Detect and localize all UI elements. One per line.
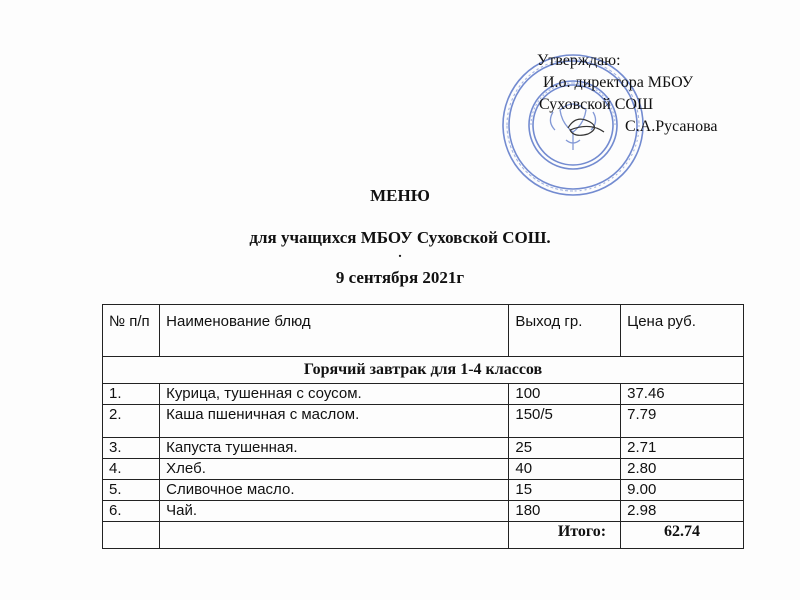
row-number: 6. (103, 501, 160, 522)
row-number: 4. (103, 459, 160, 480)
row-dish-name: Капуста тушенная. (160, 438, 509, 459)
row-price: 9.00 (621, 480, 744, 501)
total-empty-cell (103, 522, 160, 549)
row-yield: 150/5 (509, 405, 621, 438)
row-price: 7.79 (621, 405, 744, 438)
section-row (103, 357, 744, 384)
total-row (103, 522, 744, 549)
menu-title: МЕНЮ (370, 186, 430, 205)
section-title: Горячий завтрак для 1-4 классов (103, 357, 744, 384)
row-dish-name: Каша пшеничная с маслом. (160, 405, 509, 438)
total-value: 62.74 (621, 522, 744, 549)
row-dish-name: Хлеб. (160, 459, 509, 480)
menu-subtitle: для учащихся МБОУ Суховской СОШ. (249, 228, 551, 247)
table-row (103, 459, 744, 480)
approval-label: Утверждаю: (537, 52, 621, 69)
total-empty-cell (160, 522, 509, 549)
table-row (103, 480, 744, 501)
approval-block (527, 50, 767, 138)
row-yield: 40 (509, 459, 621, 480)
approver-name: С.А.Русанова (625, 118, 718, 135)
table-row (103, 438, 744, 459)
header-price: Цена руб. (621, 305, 744, 357)
row-number: 1. (103, 384, 160, 405)
row-price: 2.98 (621, 501, 744, 522)
table-row (103, 384, 744, 405)
table-header-row (103, 305, 744, 357)
menu-table (102, 304, 744, 549)
row-yield: 15 (509, 480, 621, 501)
row-number: 3. (103, 438, 160, 459)
row-dish-name: Сливочное масло. (160, 480, 509, 501)
row-number: 2. (103, 405, 160, 438)
row-price: 2.71 (621, 438, 744, 459)
row-yield: 180 (509, 501, 621, 522)
row-dish-name: Чай. (160, 501, 509, 522)
row-price: 37.46 (621, 384, 744, 405)
school-name: Суховской СОШ (539, 96, 654, 113)
approver-position: И.о. директора МБОУ (543, 74, 694, 91)
subtitle-dot: . (398, 246, 402, 261)
total-label: Итого: (509, 522, 621, 549)
header-yield: Выход гр. (509, 305, 621, 357)
header-number: № п/п (103, 305, 160, 357)
row-dish-name: Курица, тушенная с соусом. (160, 384, 509, 405)
row-yield: 25 (509, 438, 621, 459)
row-yield: 100 (509, 384, 621, 405)
menu-date: 9 сентября 2021г (335, 268, 465, 287)
row-price: 2.80 (621, 459, 744, 480)
row-number: 5. (103, 480, 160, 501)
header-dish-name: Наименование блюд (160, 305, 509, 357)
table-row (103, 405, 744, 438)
table-row (103, 501, 744, 522)
